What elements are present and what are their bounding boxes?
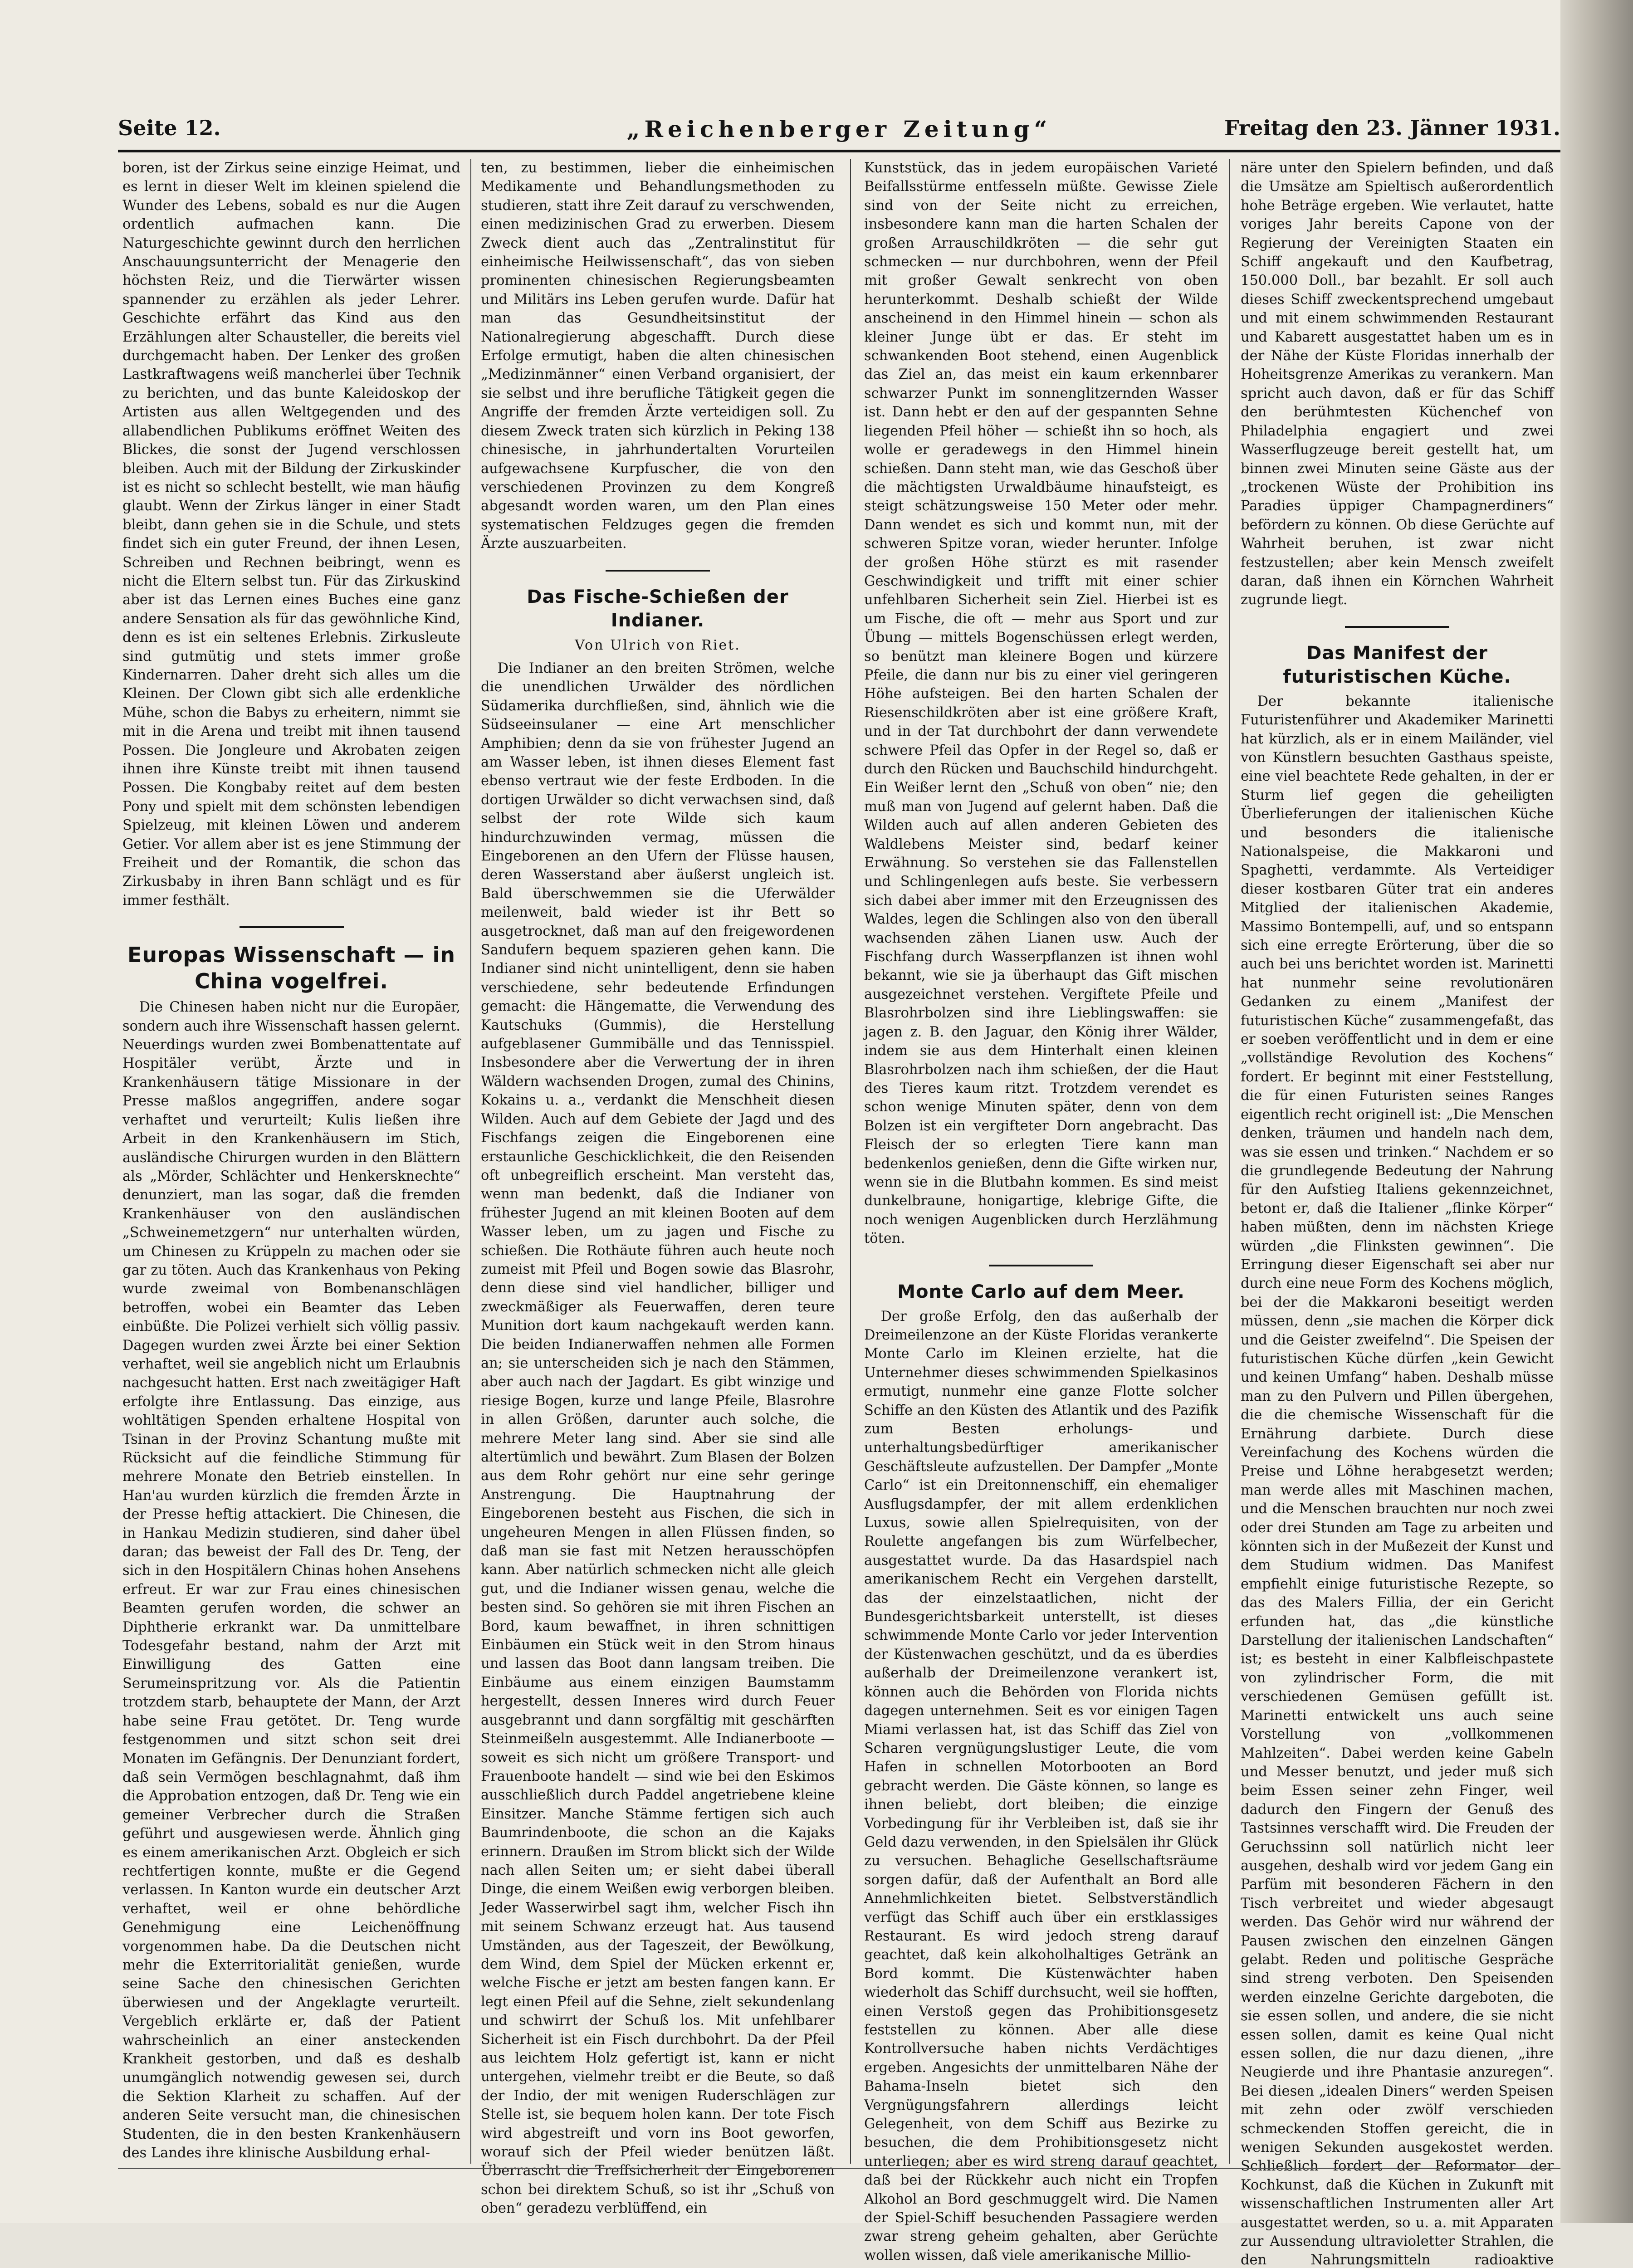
- column-4: [1241, 159, 1554, 2268]
- header-rule: [118, 150, 1560, 152]
- article-text-zirkus: boren, ist der Zirkus seine einzige Heimat, und es lernt in dieser Welt im kleinen spielend die Wunder des Lebens, sobald es nur die Augen ordentlich aufmachen kann. Die Naturgeschichte gewinnt durch den herrlichen Anschauungsunterricht der Menagerie den höchsten Reiz, und die Tierwärter wissen spannender zu erzählen als jeder Lehrer. Geschichte erfährt das Kind aus den Erzählungen alter Schausteller, die bereits viel durchgemacht haben. Der Lenker des großen Lastkraftwagens weiß mancherlei über Technik zu berichten, und das bunte Kaleidoskop der Artisten aus allen Weltgegenden und des allabendlichen Publikums eröffnet Weiten des Blickes, die sonst der Jugend verschlossen bleiben. Auch mit der Bildung der Zirkuskinder ist es nicht so schlecht bestellt, wie man häufig glaubt. Wenn der Zirkus länger in einer Stadt bleibt, dann gehen sie in die Schule, und stets findet sich ein guter Freund, der ihnen Lesen, Schreiben und Rechnen beibringt, wenn es nicht die Eltern selbst tun. Für das Zirkuskind aber ist das Lernen eines Buches eine ganz andere Sensation als für das gewöhnliche Kind, denn es ist ein seltenes Erlebnis. Zirkusleute sind gutmütig und stets immer große Kindernarren. Daher dreht sich alles um die Kleinen. Der Clown gibt sich alle erdenkliche Mühe, schon die Babys zu erheitern, nimmt sie mit in die Arena und treibt mit ihnen tausend Possen. Die Jongleure und Akrobaten zeigen ihnen ihre Künste treibt mit ihnen tausend Possen. Die Kongbaby reitet auf dem besten Pony und spielt mit dem schönsten lebendigen Spielzeug, mit kleinen Löwen und anderem Getier. Vor allem aber ist es jene Stimmung der Freiheit und der Romantik, die schon das Zirkusbaby in ihren Bann schlägt und es für immer festhält.: [122, 160, 460, 909]
- page-header: [118, 116, 1560, 152]
- footer-rule: [118, 2168, 1560, 2169]
- headline-europas-wissenschaft: Europas Wissenschaft — in China vogelfrei.: [127, 943, 456, 994]
- article-text-china-continued: ten, zu bestimmen, lieber die einheimischen Medikamente und Behandlungsmethoden zu studieren, statt ihre Zeit darauf zu verschwenden, einen medizinischen Grad zu erwerben. Diesem Zweck dient auch das „Zentralinstitut für einheimische Heilwissenschaft“, das von sieben prominenten chinesischen Regierungsbeamten und Militärs ins Leben gerufen wurde. Dafür hat man das Gesundheitsinstitut der Nationalregierung abgeschafft. Durch diese Erfolge ermutigt, haben die alten chinesischen „Medizinmänner“ einen Verband organisiert, der sie selbst und ihre berufliche Tätigkeit gegen die Angriffe der fremden Ärzte verteidigen soll. Zu diesem Zweck traten sich kürzlich in Peking 138 chinesische, in jahrhundertalten Vorurteilen aufgewachsene Kurpfuscher, die von den verschiedenen Provinzen zu dem Kongreß abgesandt worden waren, um den Plan eines systematischen Feldzuges gegen die fremden Ärzte auszuarbeiten.: [481, 160, 835, 552]
- column-3: [864, 159, 1218, 2263]
- article-text-indianer: Die Indianer an den breiten Strömen, welche die unendlichen Urwälder des nördlichen Südamerika durchfließen, sind, ähnlich wie die Südseeinsulaner — eine Art menschlicher Amphibien; denn da sie von frühester Jugend an am Wasser leben, ist ihnen dieses Element fast ebenso vertraut wie der feste Erdboden. In die dortigen Urwälder so dicht verwachsen sind, daß selbst der rote Wilde sich kaum hindurchzuwinden vermag, müssen die Eingeborenen an den Ufern der Flüsse hausen, deren Wasserstand aber äußerst ungleich ist. Bald überschwemmen sie die Uferwälder meilenweit, bald wieder ist ihr Bett so ausgetrocknet, daß man auf den freigewordenen Sandufern bequem spazieren gehen kann. Die Indianer sind nicht unintelligent, denn sie haben verschiedene, sehr bedeutende Erfindungen gemacht: die Hängematte, die Verwendung des Kautschuks (Gummis), die Herstellung aufgeblasener Gummibälle und das Tennisspiel. Insbesondere aber die Verwertung der in ihren Wäldern wachsenden Drogen, zumal des Chinins, Kokains u. a., verdankt die Menschheit diesen Wilden. Auch auf dem Gebiete der Jagd und des Fischfangs zeigen die Eingeborenen eine erstaunliche Geschicklichkeit, die den Reisenden oft unbegreiflich erscheint. Man versteht das, wenn man bedenkt, daß die Indianer von frühester Jugend an mit kleinen Booten auf dem Wasser leben, um zu jagen und Fische zu schießen. Die Rothäute führen auch heute noch zumeist mit Pfeil und Bogen sowie das Blasrohr, denn diese sind viel handlicher, billiger und zweckmäßiger als Feuerwaffen, deren teure Munition dort kaum nachgekauft werden kann. Die beiden Indianerwaffen nehmen alle Formen an; sie unterscheiden sich je nach den Stämmen, aber auch nach der Jagdart. Es gibt winzige und riesige Bogen, kurze und lange Pfeile, Blasrohre in allen Größen, darunter auch solche, die mehrere Meter lang sind. Aber sie sind alle altertümlich und bewährt. Zum Blasen der Bolzen aus dem Rohr gehört nur eine sehr geringe Anstrengung. Die Hauptnahrung der Eingeborenen besteht aus Fischen, die sich in ungeheuren Mengen in allen Flüssen finden, so daß man sie fast mit Netzen herausschöpfen kann. Aber natürlich schmecken nicht alle gleich gut, und die Indianer wissen genau, welche die besten sind. So gehören sie mit ihren Fischen an Bord, kaum bewaffnet, in ihren schnittigen Einbäumen ein Stück weit in den Strom hinaus und lassen das Boot dann langsam treiben. Die Einbäume aus einem einzigen Baumstamm hergestellt, dessen Inneres wird durch Feuer ausgebrannt und dann sorgfältig mit geschärften Steinmeißeln ausgestemmt. Alle Indianerboote — soweit es sich nicht um größere Transport- und Frauenboote handelt — sind wie bei den Eskimos ausschließlich durch Paddel angetriebene kleine Einsitzer. Manche Stämme fertigen sich auch Baumrindenboote, die schon an die Kajaks erinnern. Draußen im Strom blickt sich der Wilde nach allen Seiten um; er sieht dabei überall Dinge, die einem Weißen ewig verborgen bleiben. Jeder Wasserwirbel sagt ihm, welcher Fisch ihn mit seinem Schwanz erzeugt hat. Aus tausend Umständen, aus der Tageszeit, der Bewölkung, dem Wind, dem Spiel der Mücken erkennt er, welche Fische er jetzt am besten fangen kann. Er legt einen Pfeil auf die Sehne, zielt sekundenlang und schwirrt der Schuß los. Mit unfehlbarer Sicherheit ist ein Fisch durchbohrt. Da der Pfeil aus leichtem Holz gefertigt ist, kann er nicht untergehen, vielmehr treibt er die Beute, so daß der Indio, der mit wenigen Ruderschlägen zur Stelle ist, sie bequem holen kann. Der tote Fisch wird abgestreift und vorn ins Boot geworfen, worauf sich der Pfeil wieder benützen läßt. Überrascht die Treffsicherheit der Eingeborenen schon bei direktem Schuß, so ist ihr „Schuß von oben“ geradezu verblüffend, ein: [481, 660, 835, 2217]
- article-separator: [240, 926, 344, 928]
- column-1: [122, 159, 460, 2164]
- headline-futuristische-kueche: Das Manifest der futuristischen Küche.: [1283, 642, 1511, 687]
- headline-monte-carlo: Monte Carlo auf dem Meer.: [897, 1281, 1185, 1302]
- article-separator: [1345, 626, 1449, 628]
- scan-binding-shadow: [1560, 0, 1633, 2223]
- article-text-china: Die Chinesen haben nicht nur die Europäer, sondern auch ihre Wissenschaft hassen gelernt. Neuerdings wurden zwei Bombenattentate auf Hospitäler verübt, Ärzte und in Krankenhäusern tätige Missionare in der Presse maßlos angegriffen, andere sogar verhaftet und verurteilt; Kulis ließen ihre Arbeit in den Krankenhäusern im Stich, ausländische Chirurgen wurden in den Blättern als „Mörder, Schlächter und Henkersknechte“ denunziert, man las sogar, daß die fremden Krankenhäuser von den ausländischen „Schweinemetzgern“ nur unterhalten würden, um Chinesen zu Krüppeln zu machen oder sie gar zu töten. Auch das Krankenhaus von Peking wurde zweimal von Bombenanschlägen betroffen, wobei ein Beamter das Leben einbüßte. Die Polizei verhielt sich völlig passiv. Dagegen wurden zwei Ärzte bei einer Sektion verhaftet, weil sie angeblich nicht um Erlaubnis nachgesucht hatten. Erst nach zweitägiger Haft erfolgte ihre Entlassung. Das einzige, aus wohltätigen Spenden erhaltene Hospital von Tsinan in der Provinz Schantung mußte mit Rücksicht auf die feindliche Stimmung für mehrere Monate den Betrieb einstellen. In Han'au wurden kürzlich die fremden Ärzte in der Presse heftig attackiert. Die Chinesen, die in Hankau Medizin studieren, sind daher übel daran; das beweist der Fall des Dr. Teng, der sich in den Hospitälern Chinas hohen Ansehens erfreut. Er war zur Frau eines chinesischen Beamten gerufen worden, die schwer an Diphtherie erkrankt war. Da unmittelbare Todesgefahr bestand, nahm der Arzt mit Einwilligung des Gatten eine Serumeinspritzung vor. Als die Patientin trotzdem starb, behauptete der Mann, der Arzt habe seine Frau getötet. Dr. Teng wurde festgenommen und sitzt schon seit drei Monaten im Gefängnis. Der Denunziant fordert, daß sein Vermögen beschlagnahmt, daß ihm die Approbation entzogen, daß Dr. Teng wie ein gemeiner Verbrecher durch die Straßen geführt und ausgewiesen werde. Ähnlich ging es einem amerikanischen Arzt. Obgleich er sich rechtfertigen konnte, mußte er die Gegend verlassen. In Kanton wurde ein deutscher Arzt verhaftet, weil er ohne behördliche Genehmigung eine Leichenöffnung vorgenommen habe. Da die Deutschen nicht mehr die Exterritorialität genießen, wurde seine Sache den chinesischen Gerichten überwiesen und der Angeklagte verurteilt. Vergeblich erklärte er, daß der Patient wahrscheinlich an einer ansteckenden Krankheit gestorben, und daß es deshalb unumgänglich notwendig gewesen sei, durch die Sektion Klarheit zu schaffen. Auf der anderen Seite versucht man, die chinesischen Studenten, die in den besten Krankenhäusern des Landes ihre klinische Ausbildung erhal-: [122, 999, 460, 2161]
- article-text-indianer-continued: Kunststück, das in jedem europäischen Varieté Beifallsstürme entfesseln müßte. Gewisse Ziele sind von der Seite nicht zu erreichen, insbesondere kann man die harten Schalen der großen Arrauschildkröten — die sehr gut schmecken — nur durchbohren, wenn der Pfeil mit großer Gewalt senkrecht von oben herunterkommt. Deshalb schießt der Wilde anscheinend in den Himmel hinein — schon als kleiner Junge übt er das. Er steht im schwankenden Boot stehend, einen Augenblick das Ziel an, das meist ein kaum erkennbarer schwarzer Punkt im sonnenglitzernden Wasser ist. Dann hebt er den auf der gespannten Sehne liegenden Pfeil höher — schießt ihn so hoch, als wolle er geradewegs in den Himmel hinein schießen. Dann steht man, wie das Geschoß über die mächtigsten Urwaldbäume hinaufsteigt, es steigt schätzungsweise 150 Meter oder mehr. Dann wendet es sich und kommt nun, mit der schweren Spitze voran, wieder herunter. Infolge der großen Höhe stürzt es mit rasender Geschwindigkeit und trifft mit einer schier unfehlbaren Sicherheit sein Ziel. Hierbei ist es um Fische, die oft — mehr aus Sport und zur Übung — mittels Bogenschüssen erlegt werden, so benützt man kleinere Bogen und kürzere Pfeile, die dann nur bis zu einer viel geringeren Höhe aufsteigen. Bei den harten Schalen der Riesenschildkröten aber ist eine größere Kraft, und in der Tat durchbohrt der dann verwendete schwere Pfeil das Opfer in der Regel so, daß er durch den Rücken und Bauchschild hindurchgeht. Ein Weißer lernt den „Schuß von oben“ nie; den muß man von Jugend auf gelernt haben. Daß die Wilden auch auf allen anderen Gebieten des Waldlebens Meister sind, bedarf keiner Erwähnung. So verstehen sie das Fallenstellen und Schlingenlegen aufs beste. Sie verbessern sich dabei aber immer mit den Erzeugnissen des Waldes, legen die Schlingen also von den überall wachsenden zähen Lianen usw. Auch der Fischfang durch Wasserpflanzen ist ihnen wohl bekannt, wie sie ja überhaupt das Gift mischen ausgezeichnet verstehen. Vergiftete Pfeile und Blasrohrbolzen sind ihre Lieblingswaffen: sie jagen z. B. den Jaguar, den König ihrer Wälder, indem sie aus dem Hinterhalt einen kleinen Blasrohrbolzen nach ihm schießen, der die Haut des Tieres kaum ritzt. Trotzdem verendet es schon wenige Minuten später, denn von dem Bolzen ist ein vergifteter Dorn angebracht. Das Fleisch der so erlegten Tiere kann man bedenkenlos genießen, denn die Gifte wirken nur, wenn sie in die Blutbahn kommen. Es sind meist dunkelbraune, honigartige, klebrige Gifte, die noch wenigen Augenblicken durch Herzlähmung töten.: [864, 160, 1218, 1247]
- article-separator: [606, 570, 710, 572]
- article-separator: [989, 1265, 1093, 1266]
- column-rule-1: [470, 159, 471, 2164]
- byline: Von Ulrich von Riet.: [575, 637, 741, 653]
- masthead: „Reichenberger Zeitung“: [626, 116, 1052, 142]
- headline-fische-schiessen: Das Fische-Schießen der Indianer.: [527, 586, 789, 631]
- article-text-monte-carlo: Der große Erfolg, den das außerhalb der Dreimeilenzone an der Küste Floridas verankerte Monte Carlo im Kleinen erzielte, hat die Unternehmer dieses schwimmenden Spielkasinos ermutigt, nunmehr eine ganze Flotte solcher Schiffe an den Küsten des Atlantik und des Pazifik zum Besten erholungs- und unterhaltungsbedürftiger amerikanischer Geschäftsleute aufzustellen. Der Dampfer „Monte Carlo“ ist ein Dreitonnenschiff, ein ehemaliger Ausflugsdampfer, der mit allem erdenklichen Luxus, sowie allen Spielrequisiten, von der Roulette angefangen bis zum Würfelbecher, ausgestattet wurde. Da das Hasardspiel nach amerikanischem Recht ein Vergehen darstellt, das der einzelstaatlichen, nicht der Bundesgerichtsbarkeit unterstellt, ist dieses schwimmende Monte Carlo vor jeder Intervention der Küstenwachen geschützt, und da es überdies außerhalb der Dreimeilenzone verankert ist, können auch die Behörden von Florida nichts dagegen unternehmen. Seit es vor einigen Tagen Miami verlassen hat, ist das Schiff das Ziel von Scharen vergnügungslustiger Leute, die vom Hafen in schnellen Motorbooten an Bord gebracht werden. Die Gäste können, so lange es ihnen beliebt, dort bleiben; die einzige Vorbedingung für ihr Verbleiben ist, daß sie ihr Geld dazu verwenden, in den Spielsälen ihr Glück zu versuchen. Behagliche Gesellschaftsräume sorgen dafür, daß der Aufenthalt an Bord alle Annehmlichkeiten bietet. Selbstverständlich verfügt das Schiff auch über ein erstklassiges Restaurant. Es wird jedoch streng darauf geachtet, daß kein alkoholhaltiges Getränk an Bord kommt. Die Küstenwächter haben wiederholt das Schiff durchsucht, weil sie hofften, einen Verstoß gegen das Prohibitionsgesetz feststellen zu können. Aber alle diese Kontrollversuche haben nichts Verdächtiges ergeben. Angesichts der unmittelbaren Nähe der Bahama-Inseln bietet sich den Vergnügungsfahrern allerdings leicht Gelegenheit, von dem Schiff aus Bezirke zu besuchen, die dem Prohibitionsgesetz nicht unterliegen; aber es wird streng darauf geachtet, daß bei der Rückkehr auch nicht ein Tropfen Alkohol an Bord geschmuggelt wird. Die Namen der Spiel-Schiff besuchenden Passagiere werden zwar streng geheim gehalten, aber Gerüchte wollen wissen, daß viele amerikanische Millio-: [864, 1308, 1218, 2263]
- column-2: [481, 159, 835, 2217]
- column-rule-3: [1229, 159, 1230, 2164]
- column-rule-2: [850, 159, 851, 2164]
- page-number: Seite 12.: [118, 116, 221, 140]
- article-text-monte-carlo-continued: näre unter den Spielern befinden, und daß die Umsätze am Spieltisch außerordentlich hohe Beträge ergeben. Wie verlautet, hatte voriges Jahr bereits Capone von der Regierung der Vereinigten Staaten ein Schiff angekauft und den Kaufbetrag, 150.000 Doll., bar bezahlt. Er soll auch dieses Schiff zweckentsprechend umgebaut und mit einem schwimmenden Restaurant und Kabarett ausgestattet haben um es in der Nähe der Küste Floridas innerhalb der Hoheitsgrenze Amerikas zu verankern. Man spricht auch davon, daß er für das Schiff den berühmtesten Küchenchef von Philadelphia engagiert und zwei Wasserflugzeuge bereit gestellt hat, um binnen zwei Minuten seine Gäste aus der „trockenen Wüste der Prohibition ins Paradies üppiger Champagnerdiners“ befördern zu können. Ob diese Gerüchte auf Wahrheit beruhen, ist zwar nicht festzustellen; aber kein Mensch zweifelt daran, daß ihnen ein Körnchen Wahrheit zugrunde liegt.: [1241, 160, 1554, 608]
- article-text-kueche: Der bekannte italienische Futuristenführer und Akademiker Marinetti hat kürzlich, als er in einem Mailänder, viel von Künstlern besuchten Gasthaus speiste, eine viel beachtete Rede gehalten, in der er Sturm lief gegen die geheiligten Überlieferungen der italienischen Küche und besonders die italienische Nationalspeise, die Makkaroni und Spaghetti, verdammte. Als Verteidiger dieser kostbaren Güter trat ein anderes Mitglied der italienischen Akademie, Massimo Bontempelli, auf, und so entspann sich eine erregte Erörterung, über die so auch bei uns berichtet worden ist. Marinetti hat nunmehr seine revolutionären Gedanken zu einem „Manifest der futuristischen Küche“ zusammengefaßt, das er soeben veröffentlicht und in dem er eine „vollständige Revolution des Kochens“ fordert. Er beginnt mit einer Feststellung, die für einen Futuristen seines Ranges eigentlich recht originell ist: „Die Menschen denken, träumen und handeln nach dem, was sie essen und trinken.“ Nachdem er so die grundlegende Bedeutung der Nahrung für den Aufstieg Italiens gekennzeichnet, betont er, daß die Italiener „flinke Körper“ haben müßten, denn im nächsten Kriege würden „die Flinksten gewinnen“. Die Erringung dieser Eigenschaft sei aber nur durch eine neue Form des Kochens möglich, bei der die Makkaroni beseitigt werden müssen, denn „sie machen die Körper dick und die Geister zweifelnd“. Die Speisen der futuristischen Küche dürfen „kein Gewicht und keinen Umfang“ haben. Deshalb müsse man zu den Pulvern und Pillen übergehen, die die chemische Wissenschaft für die Ernährung darbiete. Durch diese Vereinfachung des Kochens würden die Preise und Löhne herabgesetzt werden; man werde alles mit Maschinen machen, und die Menschen brauchten nur noch zwei oder drei Stunden am Tage zu arbeiten und könnten sich in der Mußezeit der Kunst und dem Studium widmen. Das Manifest empfiehlt einige futuristische Rezepte, so das des Malers Fillia, der ein Gericht erfunden hat, das „die künstliche Darstellung der italienischen Landschaften“ ist; es besteht in einer Kalbfleischpastete von zylindrischer Form, die mit verschiedenen Gemüsen gefüllt ist. Marinetti entwickelt uns auch seine Vorstellung von „vollkommenen Mahlzeiten“. Dabei werden keine Gabeln und Messer benutzt, und jeder muß sich beim Essen seiner zehn Finger, weil dadurch den Fingern der Genuß des Tastsinnes verschafft wird. Die Freuden der Geruchssinn soll natürlich nicht leer ausgehen, deshalb wird vor jedem Gang ein Parfüm mit besonderen Fächern in den Tisch verbreitet und wieder abgesaugt werden. Das Gehör wird nur während der Pausen zwischen den einzelnen Gängen gelabt. Reden und politische Gespräche sind streng verboten. Den Speisenden werden einzelne Gerichte dargeboten, die sie essen sollen, und andere, die sie nicht essen sollen, damit es keine Qual nicht essen sollen, die nur dazu dienen, „ihre Neugierde und ihre Phantasie anzuregen“. Bei diesen „idealen Diners“ werden Speisen mit zehn oder zwölf verschieden schmeckenden Stoffen gereicht, die in wenigen Sekunden ausgekostet werden. Schließlich fordert der Reformator der Kochkunst, daß die Küchen in Zukunft mit wissenschaftlichen Instrumenten aller Art ausgestattet werden, so u. a. mit Apparaten zur Aussendung ultravioletter Strahlen, die den Nahrungsmitteln radioaktive: [1241, 693, 1554, 2268]
- issue-date: Freitag den 23. Jänner 1931.: [1224, 116, 1560, 140]
